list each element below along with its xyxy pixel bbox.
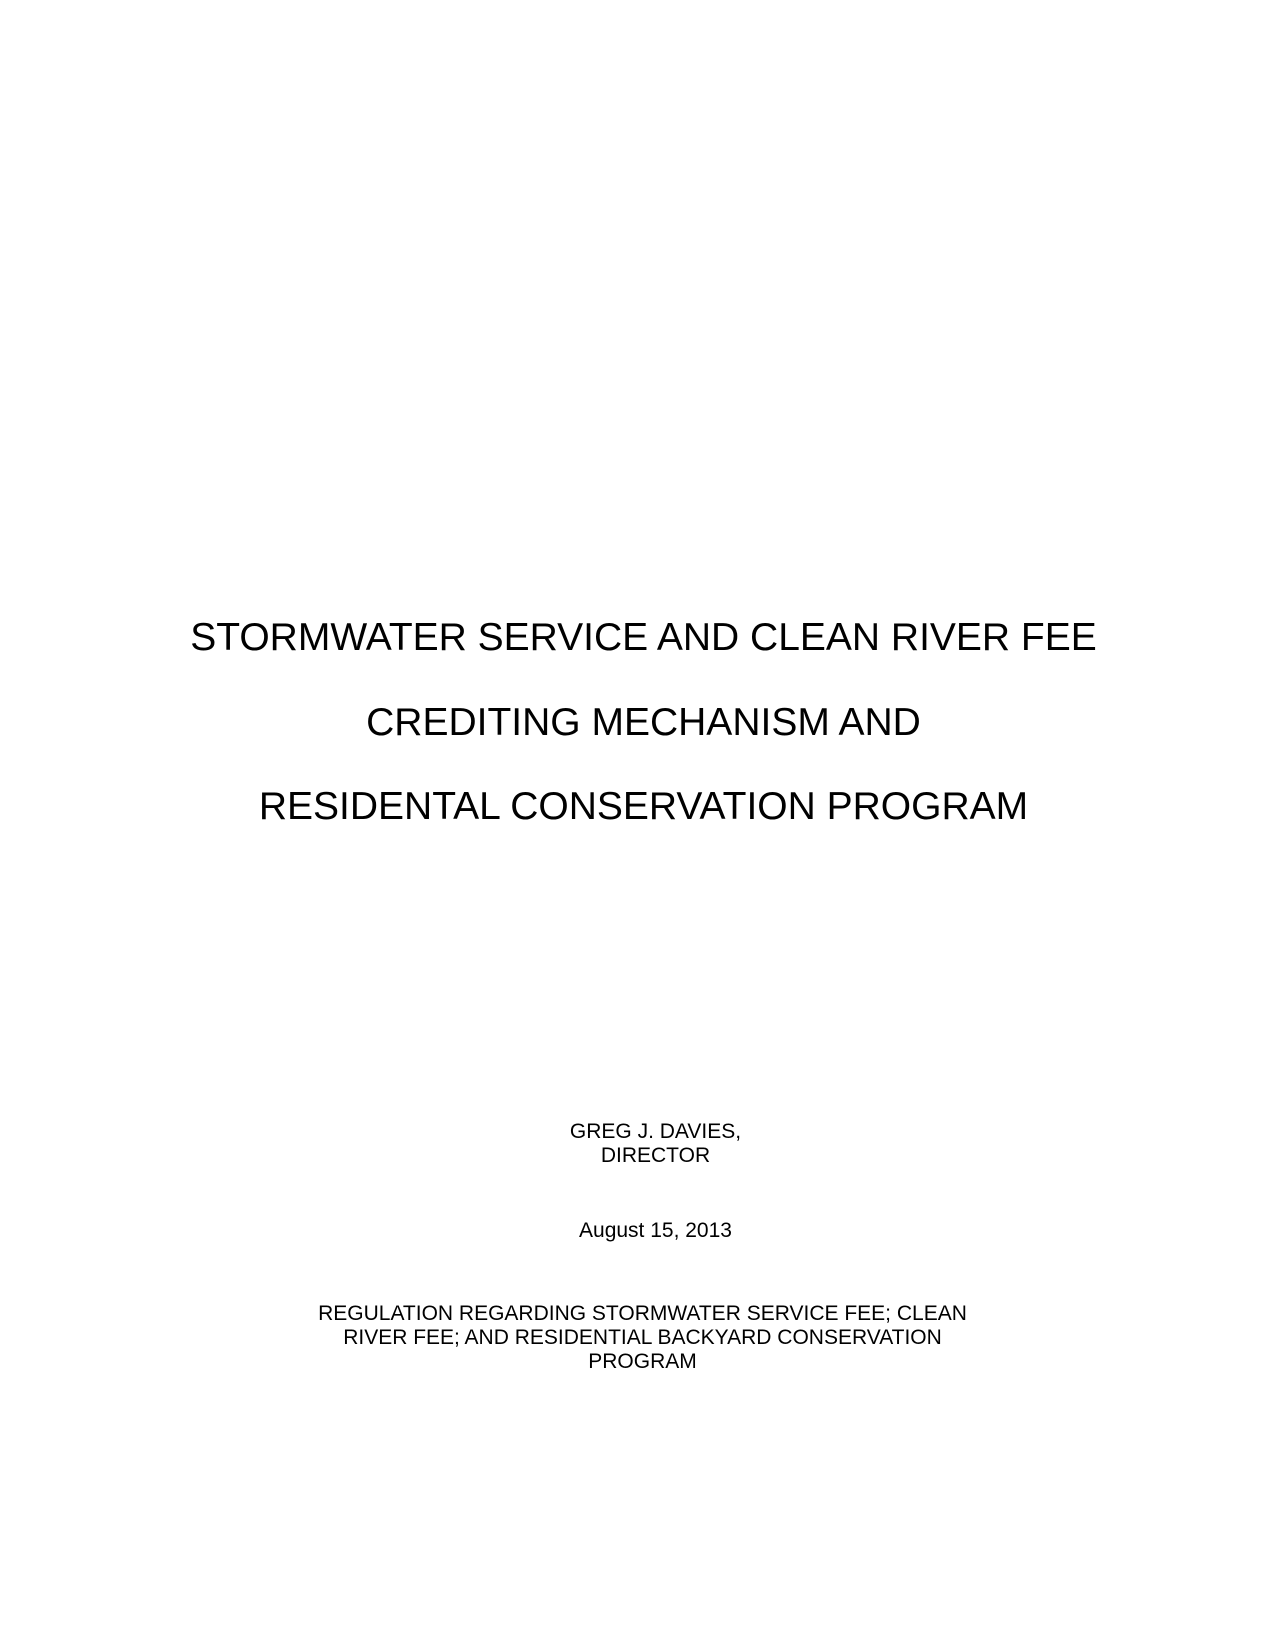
document-date: August 15, 2013 (579, 1219, 732, 1242)
title-line-2: CREDITING MECHANISM AND (366, 701, 921, 744)
regulation-line-3: PROGRAM (588, 1350, 697, 1373)
title-line-1: STORMWATER SERVICE AND CLEAN RIVER FEE (190, 616, 1097, 659)
title-line-3: RESIDENTAL CONSERVATION PROGRAM (258, 785, 1029, 828)
regulation-line-2: RIVER FEE; AND RESIDENTIAL BACKYARD CONSERVATION (343, 1326, 942, 1349)
regulation-line-1: REGULATION REGARDING STORMWATER SERVICE FEE; CLEAN (318, 1302, 967, 1325)
author-role: DIRECTOR (600, 1144, 711, 1167)
regulation-subtitle (0, 1302, 1275, 1374)
author-block (0, 1120, 1275, 1168)
author-name: GREG J. DAVIES, (569, 1120, 742, 1143)
